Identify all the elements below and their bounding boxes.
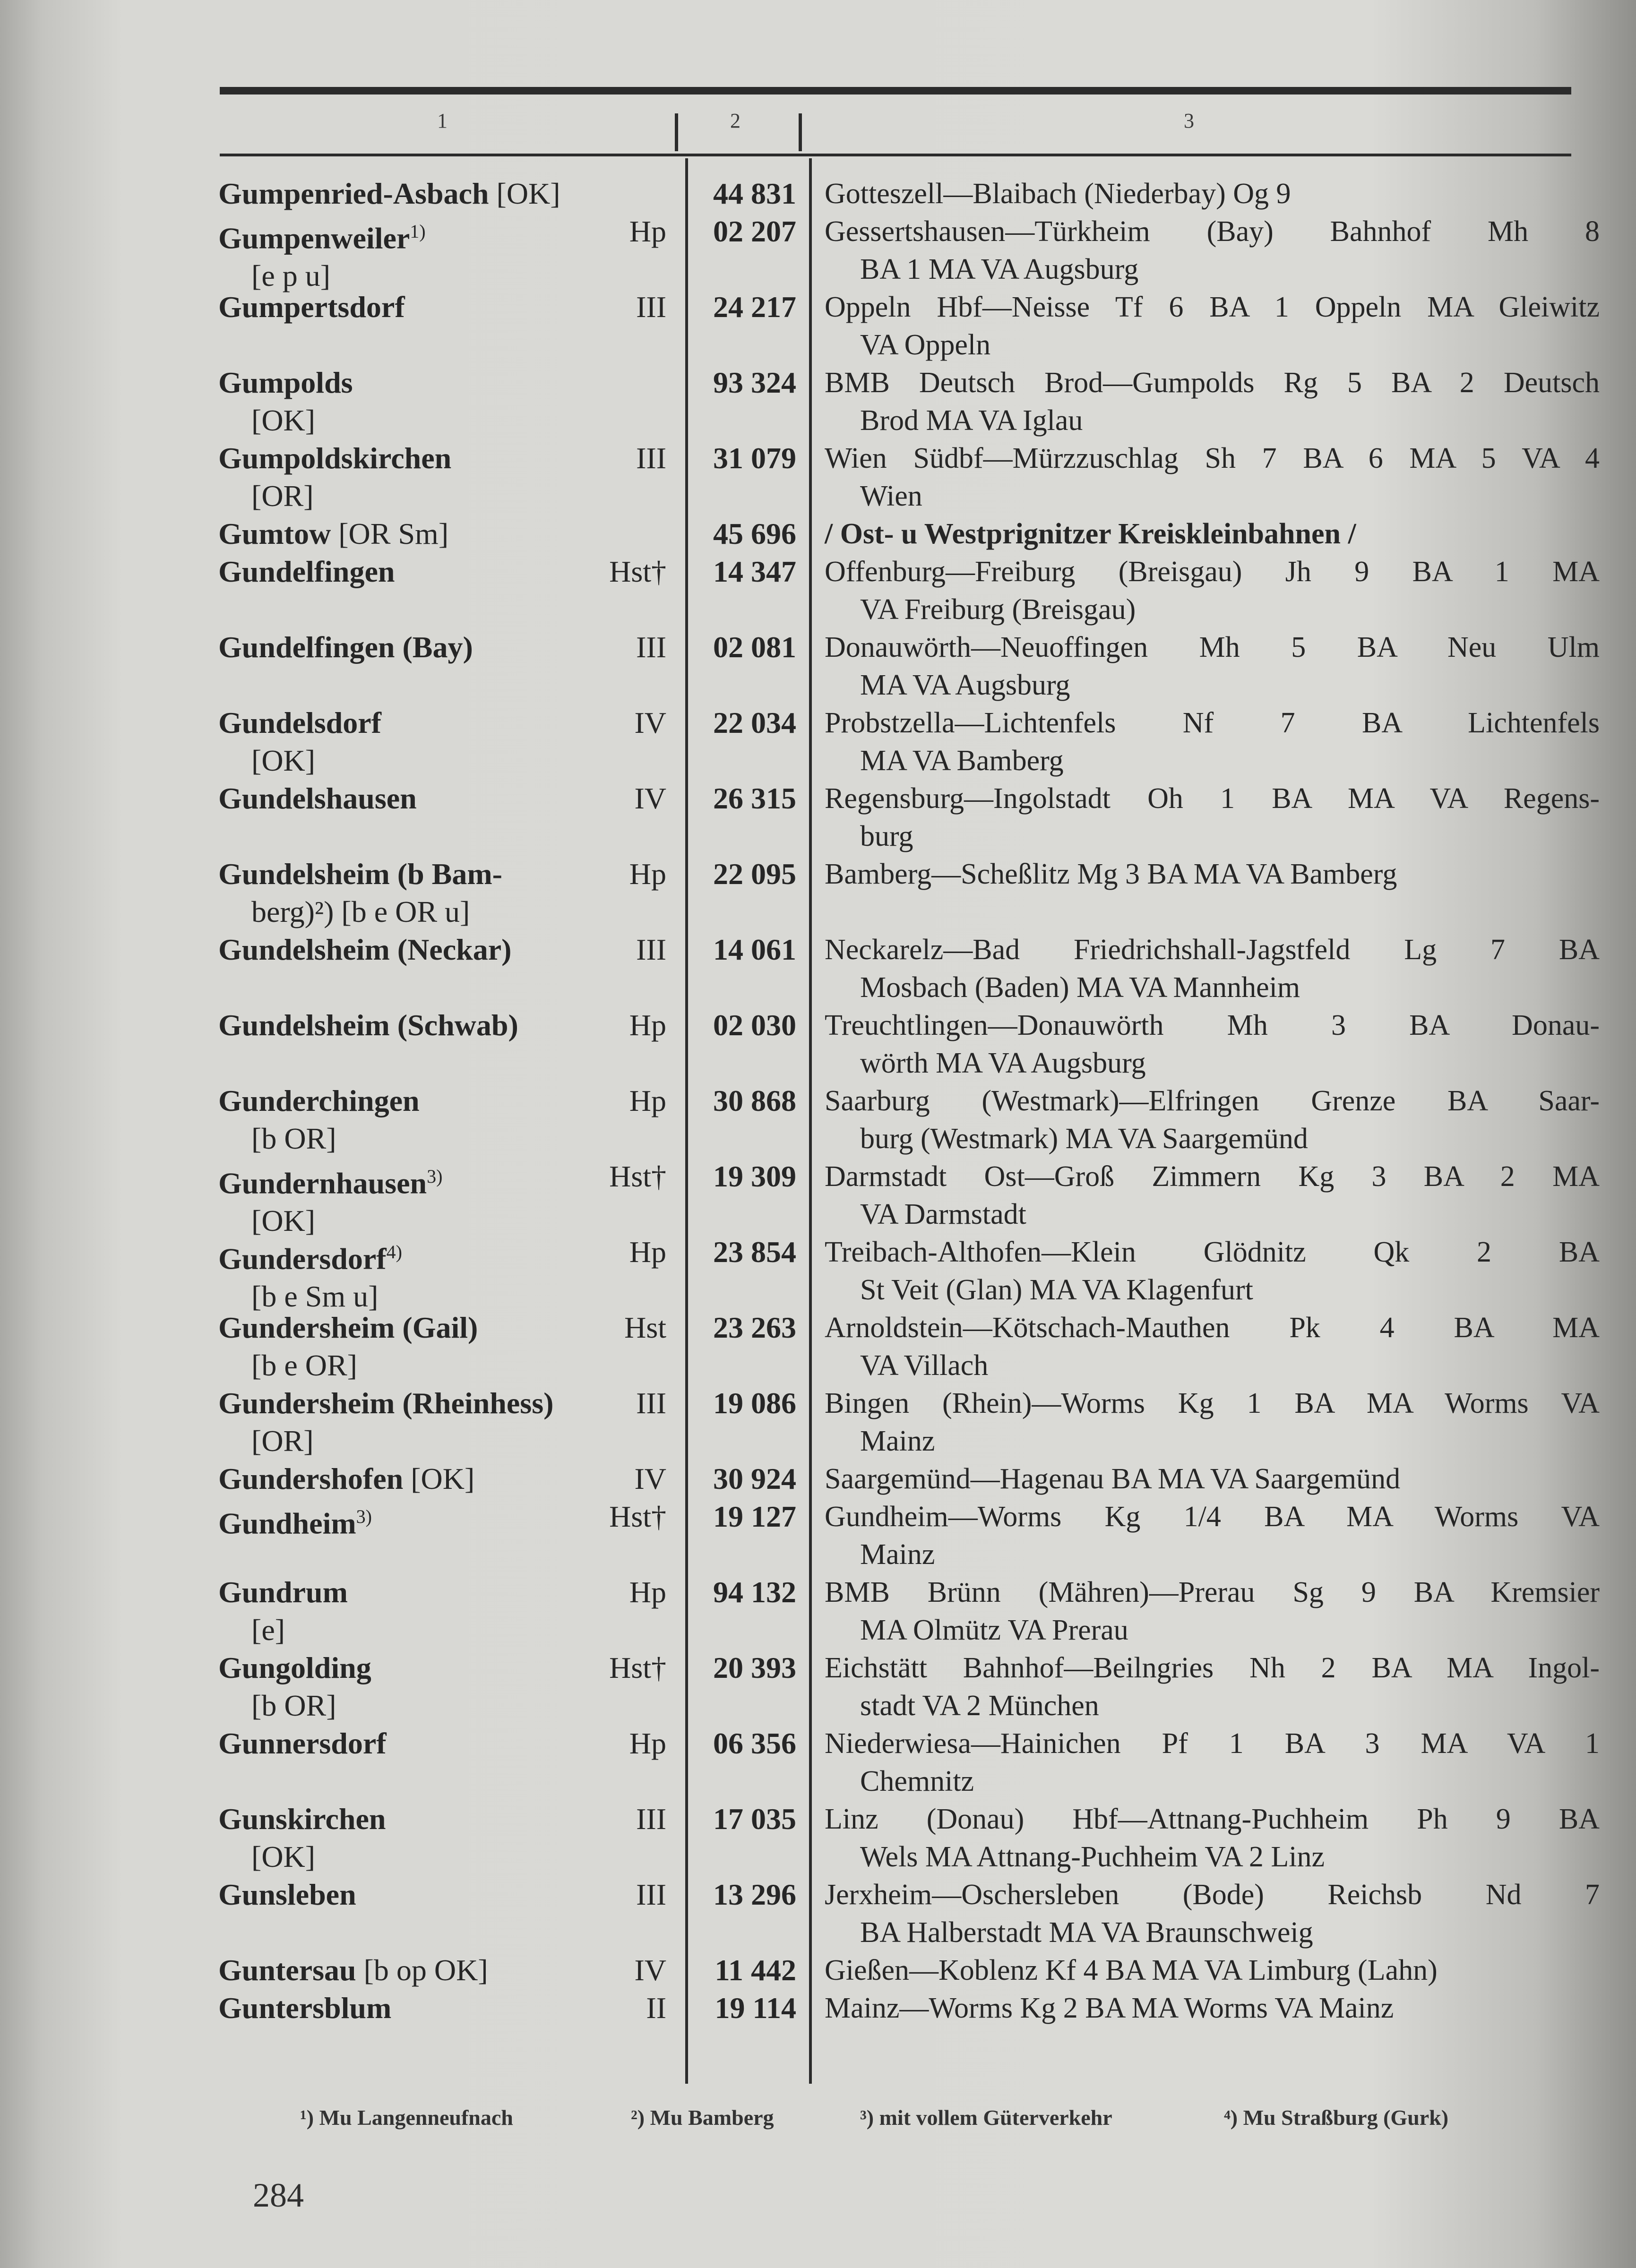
- station-name: Gunskirchen: [218, 1802, 386, 1836]
- route-line-2: burg: [860, 820, 913, 852]
- route-description: [825, 213, 1600, 288]
- route-line-2: BA Halberstadt MA VA Braunschweig: [860, 1916, 1313, 1949]
- route-description: [825, 1649, 1600, 1725]
- station-name: Gundelshausen: [218, 782, 417, 815]
- route-description: [825, 1498, 1600, 1573]
- station-name: Gunsleben: [218, 1878, 356, 1911]
- route-description: [825, 855, 1600, 893]
- route-description: [825, 1309, 1600, 1384]
- station-class: Hst†: [609, 1651, 666, 1684]
- station-name: Gundersheim (Rheinhess): [218, 1386, 554, 1420]
- station-code-value: 23 263: [713, 1311, 796, 1344]
- station-name: Gumpenweiler: [218, 221, 410, 255]
- route-description: [825, 1725, 1600, 1800]
- station-code: [676, 213, 796, 250]
- column-number-1: 1: [437, 109, 448, 132]
- route-line-1: Mainz—Worms Kg 2 BA MA Worms VA Mainz: [825, 1992, 1394, 2024]
- route-line-1: Saarburg (Westmark)—Elfringen Grenze BA Saar-: [825, 1085, 1600, 1117]
- station-name-cell: [218, 364, 644, 439]
- route-line-1: Gießen—Koblenz Kf 4 BA MA VA Limburg (Lahn): [825, 1954, 1438, 1986]
- station-class: III: [636, 290, 666, 324]
- route-line-1: Bingen (Rhein)—Worms Kg 1 BA MA Worms VA: [825, 1387, 1600, 1419]
- station-name: Guntersau: [218, 1953, 356, 1987]
- route-line-1: Gundheim—Worms Kg 1/4 BA MA Worms VA: [825, 1501, 1600, 1533]
- route-line-2: VA Darmstadt: [860, 1198, 1026, 1230]
- route-line-1: Gotteszell—Blaibach (Niederbay) Og 9: [825, 178, 1291, 210]
- station-code: [676, 1460, 796, 1498]
- station-code-value: 23 854: [713, 1235, 796, 1269]
- route-line-2: MA VA Augsburg: [860, 669, 1070, 701]
- route-description: [825, 628, 1600, 704]
- route-line-1: Oppeln Hbf—Neisse Tf 6 BA 1 Oppeln MA Gleiwitz: [825, 291, 1600, 323]
- entry-row: [0, 364, 1636, 439]
- station-name-continuation: [e p u]: [251, 259, 331, 293]
- entry-row: [0, 1649, 1636, 1725]
- station-class: III: [636, 1878, 666, 1911]
- footnote-3: ³) mit vollem Güterverkehr: [860, 2105, 1112, 2130]
- station-name-cell: [218, 1309, 644, 1384]
- station-name-cell: [218, 175, 644, 213]
- station-code-value: 30 868: [713, 1084, 796, 1117]
- station-name-cell: [218, 1800, 644, 1876]
- route-line-2: Mainz: [860, 1538, 935, 1571]
- station-code-value: 13 296: [713, 1878, 796, 1911]
- station-code-value: 14 061: [713, 933, 796, 966]
- station-name: Gundershofen: [218, 1462, 404, 1495]
- route-line-1: Darmstadt Ost—Groß Zimmern Kg 3 BA 2 MA: [825, 1160, 1600, 1193]
- station-class: IV: [634, 706, 666, 739]
- station-code: [676, 175, 796, 213]
- station-code-value: 19 127: [713, 1500, 796, 1533]
- station-code: [676, 1384, 796, 1422]
- station-name-cell: [218, 1233, 644, 1315]
- route-line-2: Mosbach (Baden) MA VA Mannheim: [860, 971, 1300, 1004]
- route-line-2: Wels MA Attnang-Puchheim VA 2 Linz: [860, 1841, 1325, 1873]
- station-tag: [OR Sm]: [338, 517, 449, 550]
- station-name-continuation: [OK]: [251, 1204, 316, 1238]
- station-class: III: [636, 1386, 666, 1420]
- route-line-2: Mainz: [860, 1425, 935, 1457]
- station-code: [676, 704, 796, 742]
- route-line-1: Arnoldstein—Kötschach-Mauthen Pk 4 BA MA: [825, 1312, 1600, 1344]
- station-name-cell: [218, 1384, 644, 1460]
- route-line-1: Jerxheim—Oschersleben (Bode) Reichsb Nd 7: [825, 1879, 1600, 1911]
- route-line-1: Eichstätt Bahnhof—Beilngries Nh 2 BA MA Ingol-: [825, 1652, 1600, 1684]
- entry-row: [0, 1800, 1636, 1876]
- entry-row: [0, 780, 1636, 855]
- station-name: Gundheim: [218, 1506, 356, 1540]
- route-line-2: VA Freiburg (Breisgau): [860, 593, 1136, 626]
- route-description: [825, 1989, 1600, 2027]
- station-name: Gumpolds: [218, 366, 353, 399]
- route-description: [825, 1158, 1600, 1233]
- station-name: Gundersdorf: [218, 1242, 387, 1276]
- footnote-1: ¹) Mu Langenneufnach: [300, 2105, 513, 2130]
- route-description: [825, 704, 1600, 780]
- station-code-value: 02 207: [713, 215, 796, 248]
- station-class: Hst†: [609, 1160, 666, 1193]
- station-code: [676, 1498, 796, 1536]
- station-name-cell: [218, 1158, 644, 1240]
- route-line-2: Chemnitz: [860, 1765, 974, 1797]
- station-name-continuation: [OR]: [251, 1424, 314, 1458]
- route-line-1: Treibach-Althofen—Klein Glödnitz Qk 2 BA: [825, 1236, 1600, 1268]
- station-name-cell: [218, 1951, 644, 1989]
- entry-row: [0, 288, 1636, 364]
- station-class: III: [636, 1802, 666, 1836]
- station-name-cell: [218, 1876, 644, 1914]
- page-number: 284: [253, 2176, 304, 2214]
- station-name-continuation: [b OR]: [251, 1689, 336, 1722]
- footnote-ref: 4): [386, 1241, 402, 1263]
- station-class: Hst: [624, 1311, 666, 1344]
- station-code: [676, 931, 796, 969]
- station-name-cell: [218, 1082, 644, 1158]
- route-line-1: Neckarelz—Bad Friedrichshall-Jagstfeld Lg 7 BA: [825, 934, 1600, 966]
- entry-row: [0, 439, 1636, 515]
- route-description: [825, 931, 1600, 1006]
- footnote-ref: 3): [356, 1506, 372, 1527]
- route-description: [825, 1573, 1600, 1649]
- station-name-cell: [218, 515, 644, 553]
- station-name-cell: [218, 1649, 644, 1725]
- station-name-cell: [218, 1725, 644, 1762]
- entry-row: [0, 1876, 1636, 1951]
- entry-row: [0, 1233, 1636, 1314]
- route-description: [825, 1800, 1600, 1876]
- station-code: [676, 1951, 796, 1989]
- station-tag: [b op OK]: [363, 1953, 488, 1987]
- route-line-2: MA VA Bamberg: [860, 745, 1064, 777]
- station-code-value: 19 309: [713, 1160, 796, 1193]
- station-class: Hp: [629, 1008, 666, 1042]
- entry-row: [0, 1082, 1636, 1158]
- route-line-1: BMB Brünn (Mähren)—Prerau Sg 9 BA Kremsier: [825, 1576, 1600, 1608]
- route-line-1: Donauwörth—Neuoffingen Mh 5 BA Neu Ulm: [825, 631, 1600, 663]
- route-description: [825, 288, 1600, 364]
- station-name: Gumtow: [218, 517, 331, 550]
- station-code: [676, 553, 796, 591]
- route-line-1: Linz (Donau) Hbf—Attnang-Puchheim Ph 9 BA: [825, 1803, 1600, 1835]
- header-divider-1: [675, 113, 678, 151]
- entry-row: [0, 553, 1636, 628]
- station-name: Gumpenried-Asbach: [218, 177, 489, 210]
- station-code: [676, 1573, 796, 1611]
- route-line-2: stadt VA 2 München: [860, 1690, 1099, 1722]
- station-code-value: 93 324: [713, 366, 796, 399]
- station-class: Hst†: [609, 555, 666, 588]
- route-line-2: wörth MA VA Augsburg: [860, 1047, 1146, 1079]
- entry-row: [0, 1309, 1636, 1384]
- station-code: [676, 288, 796, 326]
- station-name-cell: [218, 288, 644, 326]
- station-tag: [OK]: [496, 177, 560, 210]
- station-name-cell: [218, 439, 644, 515]
- station-name-cell: [218, 780, 644, 817]
- station-name-continuation: [OK]: [251, 404, 316, 437]
- station-name-cell: [218, 1498, 644, 1542]
- station-code: [676, 439, 796, 477]
- station-name: Gundersheim (Gail): [218, 1311, 478, 1344]
- entry-row: [0, 628, 1636, 704]
- station-code: [676, 515, 796, 553]
- entry-row: [0, 213, 1636, 293]
- route-line-1: Saargemünd—Hagenau BA MA VA Saargemünd: [825, 1463, 1401, 1495]
- station-name-cell: [218, 704, 644, 780]
- station-code-value: 31 079: [713, 441, 796, 475]
- route-line-1: Probstzella—Lichtenfels Nf 7 BA Lichtenfels: [825, 707, 1600, 739]
- station-name-continuation: berg)²) [b e OR u]: [251, 895, 470, 928]
- station-name-continuation: [e]: [251, 1613, 285, 1647]
- station-code: [676, 364, 796, 402]
- station-class: IV: [634, 782, 666, 815]
- footnote-ref: 3): [427, 1166, 443, 1187]
- station-name-continuation: [b OR]: [251, 1122, 336, 1155]
- station-code-value: 26 315: [713, 782, 796, 815]
- route-description: [825, 553, 1600, 628]
- station-class: II: [646, 1991, 666, 2025]
- route-description: [825, 364, 1600, 439]
- station-code-value: 30 924: [713, 1462, 796, 1495]
- header-rule-top: [220, 87, 1571, 94]
- station-class: Hp: [629, 1727, 666, 1760]
- station-name: Gungolding: [218, 1651, 371, 1684]
- station-class: Hst†: [609, 1500, 666, 1533]
- station-code: [676, 1800, 796, 1838]
- entry-row: [0, 1158, 1636, 1238]
- route-description: [825, 515, 1600, 553]
- station-code: [676, 1006, 796, 1044]
- route-line-1: BMB Deutsch Brod—Gumpolds Rg 5 BA 2 Deutsch: [825, 367, 1600, 399]
- station-class: Hp: [629, 1235, 666, 1269]
- station-code-value: 06 356: [713, 1727, 796, 1760]
- route-line-1: Regensburg—Ingolstadt Oh 1 BA MA VA Regens-: [825, 782, 1600, 815]
- station-name-cell: [218, 1460, 644, 1498]
- entry-row: [0, 855, 1636, 931]
- station-code-value: 45 696: [713, 517, 796, 550]
- station-code-value: 20 393: [713, 1651, 796, 1684]
- header-divider-2: [799, 113, 802, 151]
- station-class: Hp: [629, 1084, 666, 1117]
- route-line-1: Offenburg—Freiburg (Breisgau) Jh 9 BA 1 MA: [825, 556, 1600, 588]
- station-code: [676, 628, 796, 666]
- station-name: Gundelfingen: [218, 555, 395, 588]
- column-number-2: 2: [730, 109, 741, 132]
- station-name-cell: [218, 553, 644, 591]
- station-name: Gunnersdorf: [218, 1727, 387, 1760]
- station-code-value: 22 095: [713, 857, 796, 891]
- route-description: [825, 780, 1600, 855]
- station-name: Gundelfingen (Bay): [218, 630, 473, 664]
- station-class: III: [636, 441, 666, 475]
- station-class: Hp: [629, 1575, 666, 1609]
- station-name: Gundrum: [218, 1575, 348, 1609]
- column-number-3: 3: [1184, 109, 1194, 132]
- station-name-continuation: [OK]: [251, 744, 316, 777]
- station-code: [676, 855, 796, 893]
- route-description: [825, 1384, 1600, 1460]
- station-name-continuation: [OK]: [251, 1840, 316, 1873]
- station-name-cell: [218, 855, 644, 931]
- station-name: Gundelsheim (b Bam-: [218, 857, 502, 891]
- station-code-value: 17 035: [713, 1802, 796, 1836]
- route-line-2: St Veit (Glan) MA VA Klagenfurt: [860, 1274, 1253, 1306]
- route-line-2: MA Olmütz VA Prerau: [860, 1614, 1128, 1646]
- station-code-value: 19 114: [715, 1991, 796, 2025]
- entry-row: [0, 931, 1636, 1006]
- station-name-cell: [218, 628, 644, 666]
- route-line-1: Gessertshausen—Türkheim (Bay) Bahnhof Mh 8: [825, 215, 1600, 248]
- station-class: III: [636, 630, 666, 664]
- route-line-1: / Ost- u Westprignitzer Kreiskleinbahnen /: [825, 518, 1356, 550]
- route-line-2: burg (Westmark) MA VA Saargemünd: [860, 1123, 1308, 1155]
- station-class: IV: [634, 1462, 666, 1495]
- footnote-2: ²) Mu Bamberg: [631, 2105, 774, 2130]
- station-code-value: 14 347: [713, 555, 796, 588]
- route-line-1: Bamberg—Scheßlitz Mg 3 BA MA VA Bamberg: [825, 858, 1397, 890]
- station-code: [676, 1989, 796, 2027]
- station-code-value: 19 086: [713, 1386, 796, 1420]
- route-description: [825, 1876, 1600, 1951]
- station-class: IV: [634, 1953, 666, 1987]
- station-code-value: 22 034: [713, 706, 796, 739]
- route-line-1: Wien Südbf—Mürzzuschlag Sh 7 BA 6 MA 5 VA 4: [825, 442, 1600, 474]
- route-description: [825, 175, 1600, 213]
- route-description: [825, 1233, 1600, 1309]
- station-code: [676, 1233, 796, 1271]
- entry-row: [0, 1498, 1636, 1573]
- route-line-2: BA 1 MA VA Augsburg: [860, 253, 1139, 285]
- station-code: [676, 1725, 796, 1762]
- station-code-value: 02 081: [713, 630, 796, 664]
- station-name-continuation: [b e OR]: [251, 1349, 357, 1382]
- route-line-2: VA Villach: [860, 1349, 989, 1382]
- station-name: Gundelsdorf: [218, 706, 381, 739]
- station-code-value: 24 217: [713, 290, 796, 324]
- route-line-2: Brod MA VA Iglau: [860, 404, 1083, 437]
- station-name: Gumpertsdorf: [218, 290, 405, 324]
- station-code: [676, 1876, 796, 1914]
- header-rule-bottom: [220, 154, 1571, 156]
- station-class: Hp: [629, 215, 666, 248]
- route-description: [825, 1460, 1600, 1498]
- station-class: Hp: [629, 857, 666, 891]
- route-line-2: VA Oppeln: [860, 329, 991, 361]
- entry-row: [0, 704, 1636, 780]
- entry-row: [0, 1573, 1636, 1649]
- station-name: Gundernhausen: [218, 1166, 427, 1200]
- route-description: [825, 439, 1600, 515]
- station-name-cell: [218, 1006, 644, 1044]
- entry-row: [0, 1384, 1636, 1460]
- station-name-cell: [218, 1573, 644, 1649]
- station-code: [676, 1649, 796, 1687]
- route-line-1: Niederwiesa—Hainichen Pf 1 BA 3 MA VA 1: [825, 1727, 1600, 1760]
- station-code: [676, 1309, 796, 1347]
- station-code-value: 44 831: [713, 177, 796, 210]
- station-code: [676, 780, 796, 817]
- station-name: Gundelsheim (Neckar): [218, 933, 512, 966]
- station-name: Guntersblum: [218, 1991, 392, 2025]
- route-line-1: Treuchtlingen—Donauwörth Mh 3 BA Donau-: [825, 1009, 1600, 1041]
- route-description: [825, 1951, 1600, 1989]
- entry-row: [0, 1725, 1636, 1800]
- footnote-ref: 1): [410, 221, 426, 242]
- station-code-value: 11 442: [715, 1953, 796, 1987]
- station-code-value: 02 030: [713, 1008, 796, 1042]
- station-code: [676, 1082, 796, 1120]
- station-tag: [OK]: [411, 1462, 475, 1495]
- entry-row: [0, 1006, 1636, 1082]
- station-name-cell: [218, 213, 644, 295]
- route-description: [825, 1082, 1600, 1158]
- station-code: [676, 1158, 796, 1195]
- station-name-continuation: [OR]: [251, 479, 314, 513]
- footnote-4: ⁴) Mu Straßburg (Gurk): [1224, 2105, 1449, 2130]
- station-name-continuation: [b e Sm u]: [251, 1280, 379, 1314]
- route-line-2: Wien: [860, 480, 922, 512]
- station-class: III: [636, 933, 666, 966]
- station-name-cell: [218, 931, 644, 969]
- station-code-value: 94 132: [713, 1575, 796, 1609]
- station-name: Gumpoldskirchen: [218, 441, 452, 475]
- station-name-cell: [218, 1989, 644, 2027]
- entry-row: [0, 1989, 1636, 2065]
- station-name: Gundelsheim (Schwab): [218, 1008, 518, 1042]
- station-name: Gunderchingen: [218, 1084, 420, 1117]
- route-description: [825, 1006, 1600, 1082]
